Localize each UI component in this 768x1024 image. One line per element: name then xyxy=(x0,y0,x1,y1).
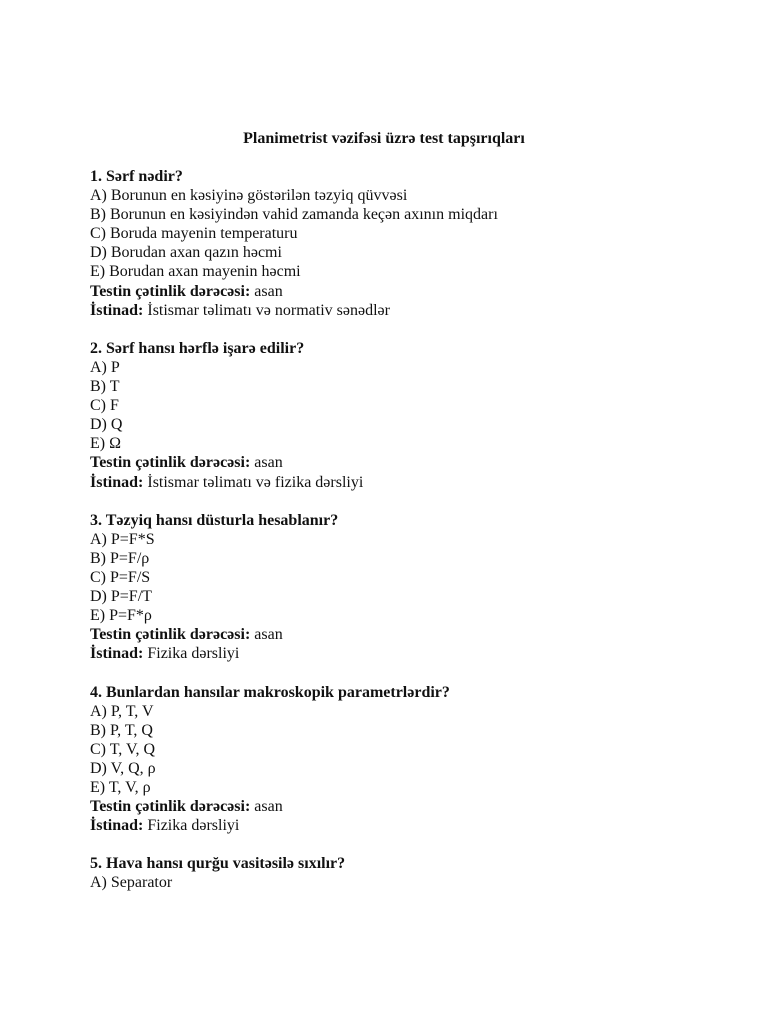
spacer xyxy=(90,835,730,854)
question-title: 1. Sərf nədir? xyxy=(90,168,183,185)
answer-option: A) P xyxy=(90,358,120,376)
question-block xyxy=(90,683,730,836)
reference-line xyxy=(90,473,730,492)
reference-value: İstismar təlimatı və fizika dərsliyi xyxy=(147,473,364,491)
answer-option: B) P, T, Q xyxy=(90,721,153,739)
question-block xyxy=(90,167,730,320)
reference-label: İstinad: xyxy=(90,473,144,491)
difficulty-label: Testin çətinlik dərəcəsi: xyxy=(90,454,251,472)
difficulty-line xyxy=(90,625,730,644)
answer-option: A) P=F*S xyxy=(90,530,155,548)
reference-value: Fizika dərsliyi xyxy=(147,817,240,835)
spacer xyxy=(90,320,730,339)
answer-option: D) P=F/T xyxy=(90,588,152,606)
difficulty-line xyxy=(90,282,730,301)
difficulty-label: Testin çətinlik dərəcəsi: xyxy=(90,626,251,644)
question-title: 4. Bunlardan hansılar makroskopik parametrlərdir? xyxy=(90,683,450,701)
answer-option: B) T xyxy=(90,378,120,396)
reference-line xyxy=(90,644,730,663)
answer-option: D) Borudan axan qazın həcmi xyxy=(90,244,282,262)
difficulty-line xyxy=(90,797,730,816)
answer-option: A) P, T, V xyxy=(90,702,154,720)
question-title: 2. Sərf hansı hərflə işarə edilir? xyxy=(90,339,305,357)
question-block xyxy=(90,339,730,492)
answer-option: E) P=F*ρ xyxy=(90,607,152,625)
answer-option: C) T, V, Q xyxy=(90,740,156,758)
question-block xyxy=(90,511,730,664)
reference-line xyxy=(90,301,730,320)
difficulty-line xyxy=(90,453,730,472)
answer-option: E) T, V, ρ xyxy=(90,779,151,796)
reference-line xyxy=(90,816,730,835)
difficulty-value: asan xyxy=(254,626,283,644)
answer-option: B) Borunun en kəsiyindən vahid zamanda keçən axının miqdarı xyxy=(90,206,498,224)
reference-label: İstinad: xyxy=(90,817,144,835)
answer-option: A) Separator xyxy=(90,874,173,892)
questions-list xyxy=(90,167,730,893)
difficulty-label: Testin çətinlik dərəcəsi: xyxy=(90,282,251,300)
question-title: 5. Hava hansı qurğu vasitəsilə sıxılır? xyxy=(90,855,346,873)
difficulty-label: Testin çətinlik dərəcəsi: xyxy=(90,798,251,816)
difficulty-value: asan xyxy=(254,798,283,816)
reference-value: İstismar təlimatı və normativ sənədlər xyxy=(147,301,390,319)
answer-option: C) P=F/S xyxy=(90,568,151,586)
answer-option: B) P=F/ρ xyxy=(90,549,150,567)
question-title: 3. Təzyiq hansı düsturla hesablanır? xyxy=(90,511,339,529)
spacer xyxy=(90,663,730,682)
reference-value: Fizika dərsliyi xyxy=(147,645,240,663)
difficulty-value: asan xyxy=(254,282,283,300)
answer-option: D) Q xyxy=(90,416,123,434)
question-block xyxy=(90,854,730,892)
document-title: Planimetrist vəzifəsi üzrə test tapşırıqları xyxy=(243,130,525,147)
answer-option: C) Boruda mayenin temperaturu xyxy=(90,225,298,243)
answer-option: C) F xyxy=(90,397,119,415)
answer-option: E) Ω xyxy=(90,435,121,453)
spacer xyxy=(90,492,730,511)
reference-label: İstinad: xyxy=(90,645,144,663)
reference-label: İstinad: xyxy=(90,301,144,319)
difficulty-value: asan xyxy=(254,454,283,472)
answer-option: E) Borudan axan mayenin həcmi xyxy=(90,263,301,281)
answer-option: D) V, Q, ρ xyxy=(90,759,156,777)
answer-option: A) Borunun en kəsiyinə göstərilən təzyiq qüvvəsi xyxy=(90,187,408,205)
